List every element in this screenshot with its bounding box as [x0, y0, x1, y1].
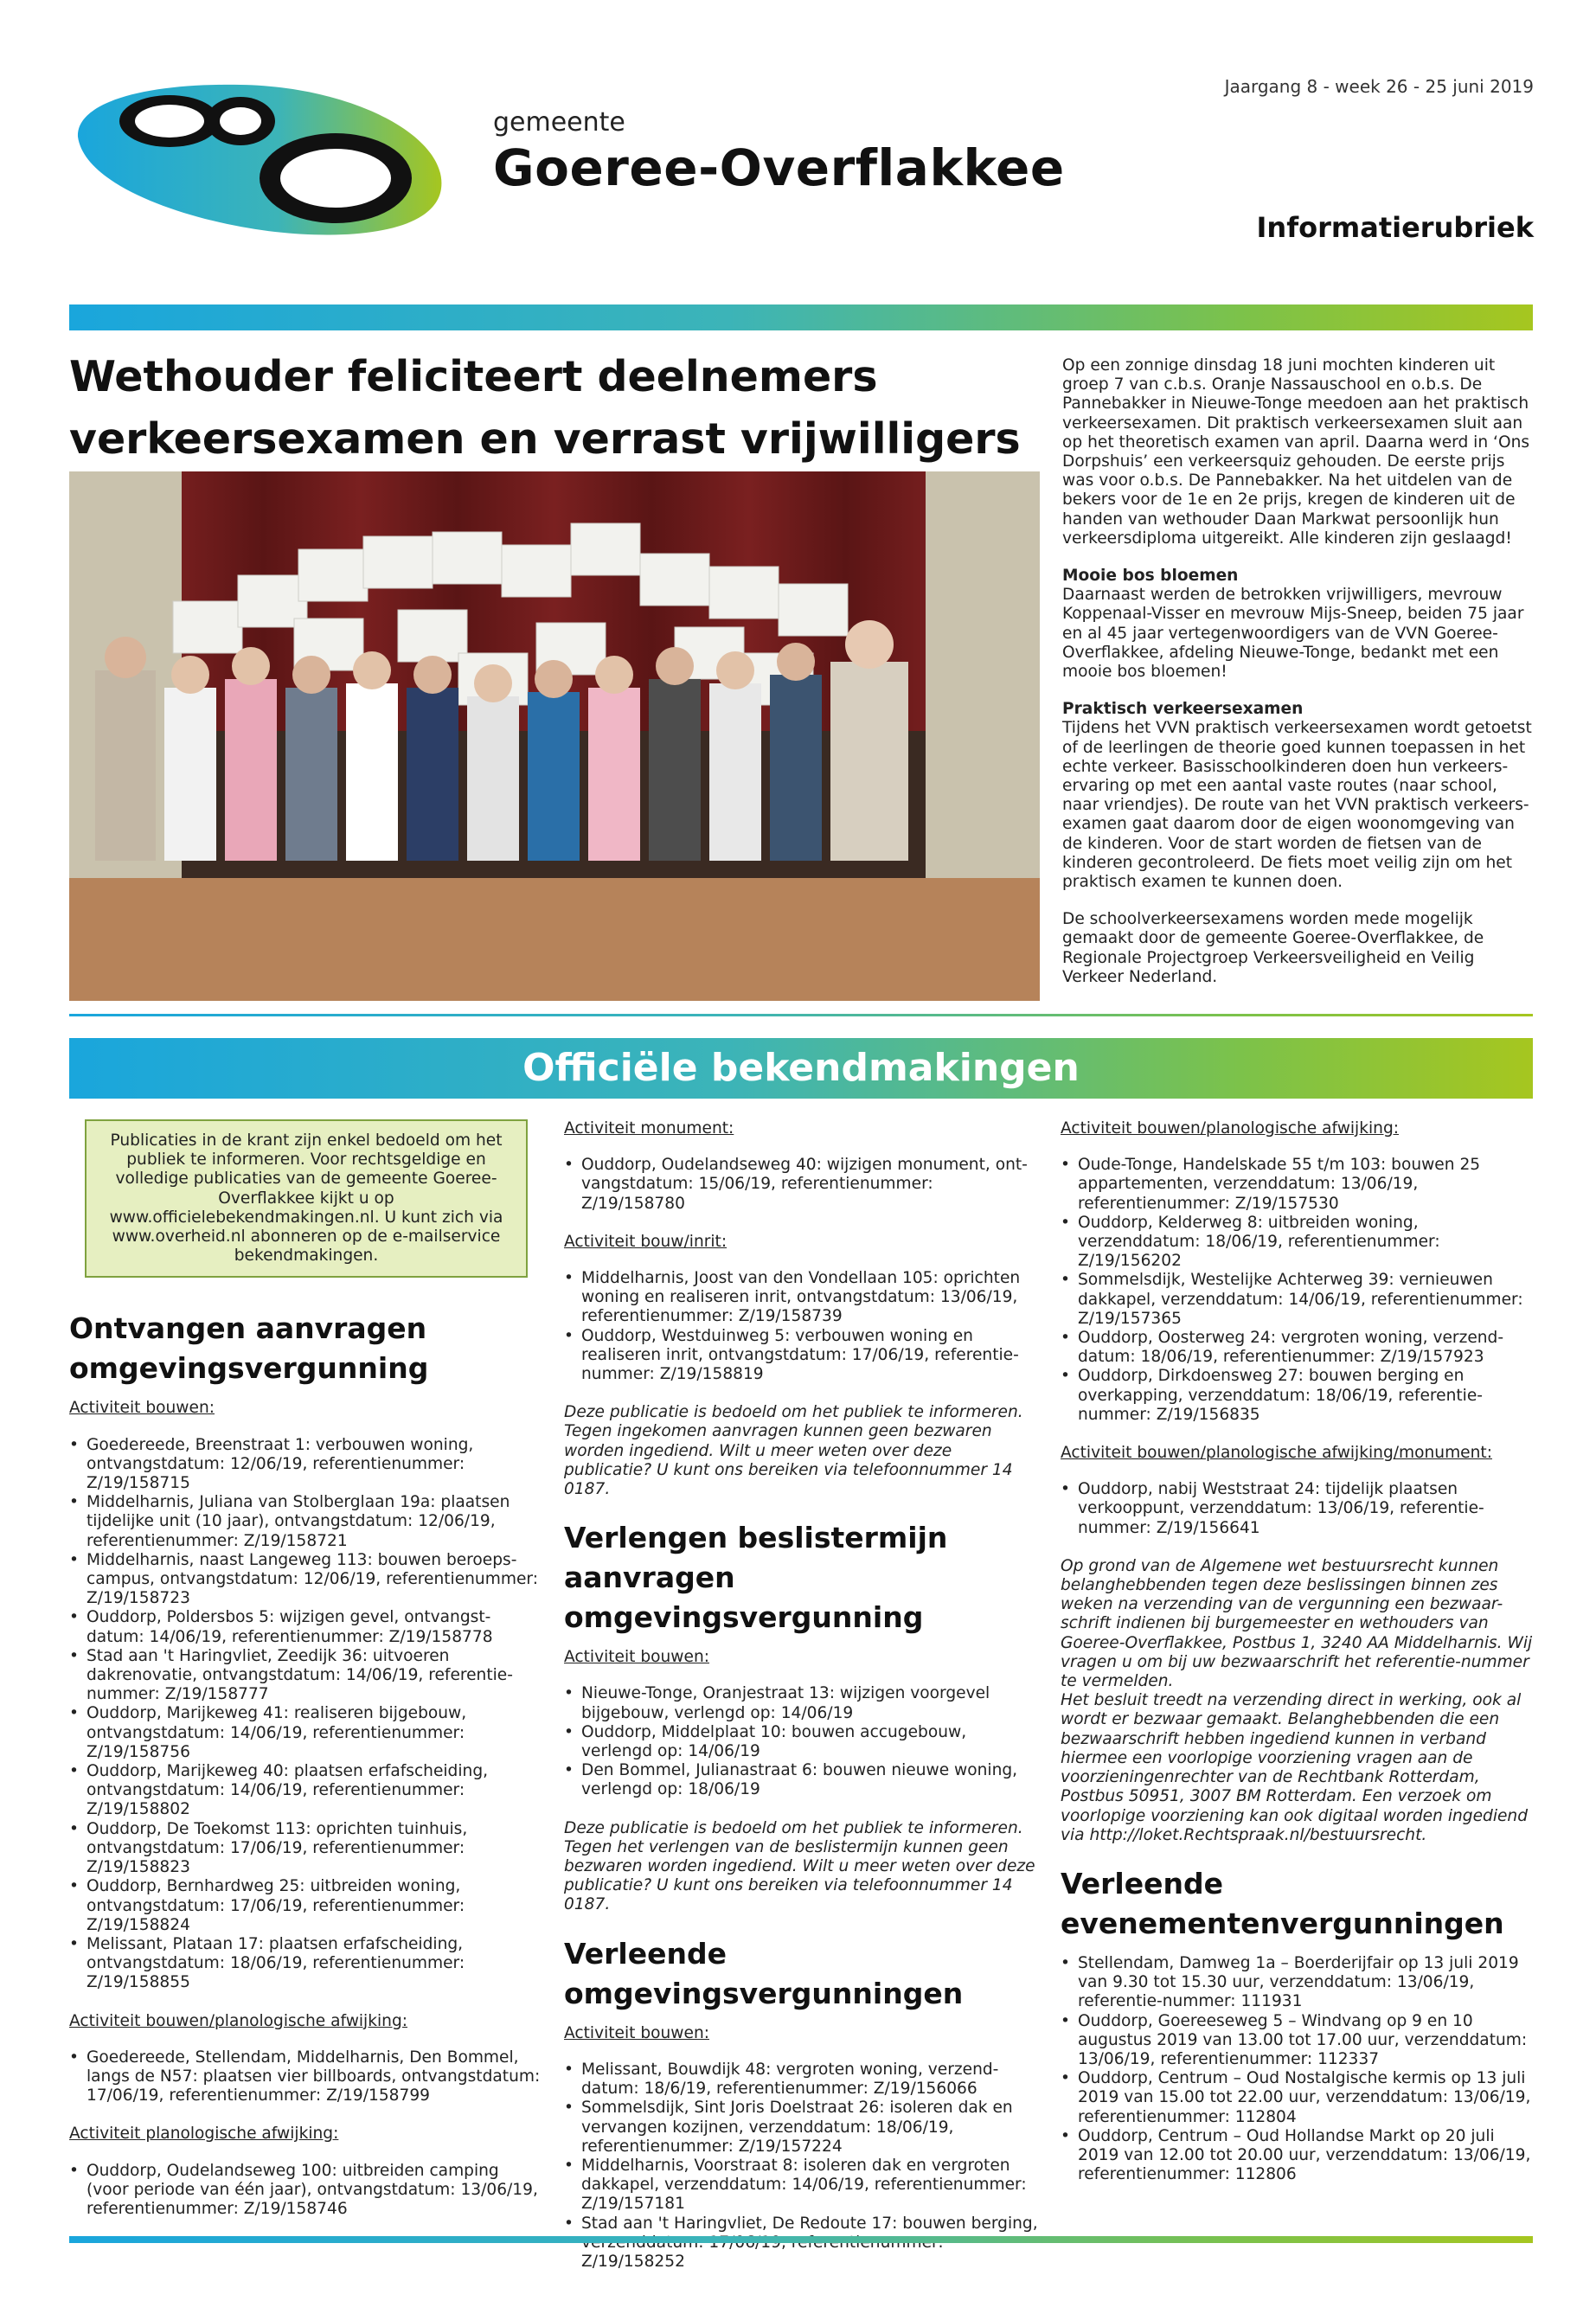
activity-label: Activiteit planologische afwijking: [69, 2125, 339, 2144]
list-item: • Middelharnis, Joost van den Vondellaan 105: oprichten woning en realiseren inrit, ontvangstdatum: 13/06/19, referentienummer: Z/19/158739 [564, 1269, 1038, 1327]
paragraph-flowers: Daarnaast werden de betrokken vrijwilligers, mevrouw Koppenaal-Visser en mevrouw Mijs-Sneep, beiden 75 jaar en al 45 jaar vertegenwoordigers van de VVN Goeree-Overflakkee, afdeling Nieuwe-Tonge, bedankt met een mooie bos bloemen! [1062, 586, 1524, 682]
paragraph-exam: Tijdens het VVN praktisch verkeersexamen wordt getoetst of de leerlingen de theorie goed kunnen toepassen in het echte verkeer. Basisschoolkinderen doen hun verkeers-ervaring op met een aantal vaste routes (naar school, naar vriendjes). De route van het VVN praktisch verkeers-examen gaat daarom door de eigen woonomgeving van de kinderen. Voor de start worden de fietsen van de kinderen gecontroleerd. De fiets moet veilig zijn om het praktisch examen te kunnen doen. [1062, 719, 1532, 892]
list-item: • Ouddorp, Dirkdoensweg 27: bouwen berging en overkapping, verzenddatum: 18/06/19, referentie-nummer: Z/19/156835 [1061, 1367, 1535, 1425]
publication-note: Deze publicatie is bedoeld om het publiek te informeren. Tegen ingekomen aanvragen kunnen geen bezwaren worden ingediend. Wilt u meer weten over deze publicatie? U kunt ons bereiken via telefoonnummer 14 0187. [564, 1403, 1023, 1499]
application-list [69, 2162, 543, 2220]
list-item: • Ouddorp, De Toekomst 113: oprichten tuinhuis, ontvangstdatum: 17/06/19, referentienummer: Z/19/158823 [69, 1820, 543, 1878]
list-item: • Melissant, Bouwdijk 48: vergroten woning, verzend-datum: 18/6/19, referentienummer: Z/19/156066 [564, 2061, 1038, 2099]
list-item: • Middelharnis, Voorstraat 8: isoleren dak en vergroten dakkapel, verzenddatum: 14/06/19, referentienummer: Z/19/157181 [564, 2157, 1038, 2214]
article-section-exam [1062, 700, 1536, 892]
list-item: • Middelharnis, naast Langeweg 113: bouwen beroeps-campus, ontvangstdatum: 12/06/19, referentienummer: Z/19/158723 [69, 1551, 543, 1609]
municipality-label: gemeente [493, 107, 625, 138]
objection-note: Op grond van de Algemene wet bestuursrecht kunnen belanghebbenden tegen deze beslissingen binnen zes weken na verzending van de vergunning een bezwaar-schrift indienen bij burgemeester en wethouders van Goeree-Overflakkee, Postbus 1, 3240 AA Middelharnis. Wij vragen u om bij uw bezwaarschrift het referentie-nummer te vermelden. [1061, 1556, 1533, 1691]
list-item: • Nieuwe-Tonge, Oranjestraat 13: wijzigen voorgevel bijgebouw, verlengd op: 14/06/19 [564, 1684, 1038, 1722]
list-item: • Ouddorp, nabij Weststraat 24: tijdelijk plaatsen verkooppunt, verzenddatum: 13/06/19, referentie-nummer: Z/19/156641 [1061, 1480, 1535, 1538]
section-title: Officiële bekendmakingen [522, 1046, 1080, 1090]
list-item: • Den Bommel, Julianastraat 6: bouwen nieuwe woning, verlengd op: 18/06/19 [564, 1761, 1038, 1799]
activity-label: Activiteit bouwen/planologische afwijking/monument: [1061, 1444, 1492, 1463]
application-list [69, 2048, 543, 2106]
article-intro: Op een zonnige dinsdag 18 juni mochten kinderen uit groep 7 van c.b.s. Oranje Nassauschool en o.b.s. De Pannebakker in Nieuwe-Tonge meedoen aan het praktisch verkeersexamen. Dit praktisch verkeersexamen sluit aan op het theoretisch examen van april. Daarna werd in ‘Ons Dorpshuis’ een verkeersquiz gehouden. De eerste prijs was voor o.b.s. De Pannebakker. Na het uitdelen van de bekers voor de 1e en 2e prijs, kregen de kinderen uit de handen van wethouder Daan Markwat persoonlijk hun verkeersdiploma uitgereikt. Alle kinderen zijn geslaagd! [1062, 356, 1530, 548]
application-list [69, 1436, 543, 1993]
footer-gradient-bar [69, 2236, 1533, 2243]
activity-label: Activiteit monument: [564, 1119, 734, 1138]
permit-list [1061, 1156, 1535, 1425]
heading-event-permits: Verleende evenementenvergunningen [1061, 1866, 1504, 1940]
headline-line-1: Wethouder feliciteert deelnemers [69, 352, 878, 401]
gemeente-logo [67, 76, 448, 240]
list-item: • Ouddorp, Westduinweg 5: verbouwen woning en realiseren inrit, ontvangstdatum: 17/06/19, referentie-nummer: Z/19/158819 [564, 1327, 1038, 1385]
notices-column-3 [1061, 1119, 1535, 2203]
municipality-name: Goeree-Overflakkee [493, 138, 1065, 197]
article-body [1062, 356, 1536, 1005]
article-closing: De schoolverkeersexamens worden mede mogelijk gemaakt door de gemeente Goeree-Overflakkee, de Regionale Projectgroep Verkeersveiligheid en Veilig Verkeer Nederland. [1062, 910, 1484, 986]
list-item: • Ouddorp, Marijkeweg 41: realiseren bijgebouw, ontvangstdatum: 14/06/19, referentienummer: Z/19/158756 [69, 1704, 543, 1762]
application-list [564, 1684, 1038, 1799]
headline-line-2: verkeersexamen en verrast vrijwilligers [69, 414, 1021, 464]
publication-notice-box: Publicaties in de krant zijn enkel bedoeld om het publiek te informeren. Voor rechtsgeldige en volledige publicaties van de gemeente Goeree-Overflakkee kijkt u op www.officielebekendmakingen.nl. U kunt zich via www.overheid.nl abonneren op de e-mailservice bekendmakingen. [85, 1119, 528, 1278]
header-gradient-bar [69, 304, 1533, 330]
publication-note: Deze publicatie is bedoeld om het publiek te informeren. Tegen het verlengen van de beslistermijn kunnen geen bezwaren worden ingediend. Wilt u meer weten over deze publicatie? U kunt ons bereiken via telefoonnummer 14 0187. [564, 1818, 1035, 1914]
subheading-exam: Praktisch verkeersexamen [1062, 700, 1304, 719]
list-item: • Ouddorp, Oudelandseweg 40: wijzigen monument, ont-vangstdatum: 15/06/19, referentienummer: Z/19/158780 [564, 1156, 1038, 1214]
activity-label: Activiteit bouw/inrit: [564, 1232, 727, 1251]
list-item: • Stad aan 't Haringvliet, Zeedijk 36: uitvoeren dakrenovatie, ontvangstdatum: 14/06/19, referentie-nummer: Z/19/158777 [69, 1647, 543, 1705]
list-item: • Ouddorp, Marijkeweg 40: plaatsen erfafscheiding, ontvangstdatum: 14/06/19, referentienummer: Z/19/158802 [69, 1762, 543, 1820]
activity-label: Activiteit bouwen/planologische afwijking: [69, 2011, 408, 2030]
heading-granted-permits: Verleende omgevingsvergunningen [564, 1936, 964, 2010]
list-item: • Sommelsdijk, Westelijke Achterweg 39: vernieuwen dakkapel, verzenddatum: 14/06/19, referentienummer: Z/19/157365 [1061, 1271, 1535, 1329]
activity-label: Activiteit bouwen: [564, 1648, 709, 1667]
list-item: • Ouddorp, Middelplaat 10: bouwen accugebouw, verlengd op: 14/06/19 [564, 1723, 1038, 1761]
provisional-relief-note: Het besluit treedt na verzending direct in werking, ook al wordt er bezwaar gemaakt. Belanghebbenden die een bezwaarschrift hebben ingediend kunnen in verband hiermee een voorlopige voorziening vragen aan de voorzieningenrechter van de Rechtbank Rotterdam, Postbus 50951, 3007 BM Rotterdam. Een verzoek om voorlopige voorziening kan ook digitaal worden ingediend via http://loket.Rechtspraak.nl/bestuursrecht. [1061, 1691, 1529, 1844]
list-item: • Middelharnis, Juliana van Stolberglaan 19a: plaatsen tijdelijke unit (10 jaar), ontvangstdatum: 12/06/19, referentienummer: Z/19/158721 [69, 1493, 543, 1551]
list-item: • Goedereede, Stellendam, Middelharnis, Den Bommel, langs de N57: plaatsen vier billboards, ontvangstdatum: 17/06/19, referentienummer: Z/19/158799 [69, 2048, 543, 2106]
notices-column-1 [69, 1119, 543, 2238]
list-item: • Ouddorp, Goereeseweg 5 – Windvang op 9 en 10 augustus 2019 van 13.00 tot 17.00 uur, verzenddatum: 13/06/19, referentienummer: 112337 [1061, 2012, 1535, 2070]
list-item: • Ouddorp, Bernhardweg 25: uitbreiden woning, ontvangstdatum: 17/06/19, referentienummer: Z/19/158824 [69, 1877, 543, 1935]
list-item: • Stad aan 't Haringvliet, De Redoute 17: bouwen berging, Z/19/158252 [564, 2214, 1038, 2272]
article-divider [69, 1014, 1533, 1016]
list-item: • Ouddorp, Oudelandseweg 100: uitbreiden camping (voor periode van één jaar), ontvangstdatum: 13/06/19, referentienummer: Z/19/158746 [69, 2162, 543, 2220]
list-item: • Goedereede, Breenstraat 1: verbouwen woning, ontvangstdatum: 12/06/19, referentienummer: Z/19/158715 [69, 1436, 543, 1494]
article-photo [69, 471, 1040, 1001]
list-item: • Ouddorp, Kelderweg 8: uitbreiden woning, verzenddatum: 18/06/19, referentienummer: Z/19/156202 [1061, 1214, 1535, 1272]
activity-label: Activiteit bouwen: [69, 1399, 215, 1418]
application-list [564, 1156, 1038, 1214]
heading-received-applications: Ontvangen aanvragen omgevingsvergunning [69, 1311, 429, 1386]
notices-column-2 [564, 1119, 1038, 2291]
rubric-title: Informatierubriek [1256, 211, 1534, 244]
issue-dateline: Jaargang 8 - week 26 - 25 juni 2019 [1224, 76, 1534, 97]
activity-label: Activiteit bouwen: [564, 2023, 709, 2042]
article-section-flowers [1062, 567, 1536, 682]
list-item: • Ouddorp, Centrum – Oud Nostalgische kermis op 13 juli 2019 van 15.00 tot 22.00 uur, verzenddatum: 13/06/19, referentienummer: 112804 [1061, 2069, 1535, 2127]
list-item: • Ouddorp, Poldersbos 5: wijzigen gevel, ontvangst-datum: 14/06/19, referentienummer: Z/19/158778 [69, 1608, 543, 1646]
list-item: • Melissant, Plataan 17: plaatsen erfafscheiding, ontvangstdatum: 18/06/19, referentienummer: Z/19/158855 [69, 1935, 543, 1993]
list-item: • Oude-Tonge, Handelskade 55 t/m 103: bouwen 25 appartementen, verzenddatum: 13/06/19, referentienummer: Z/19/157530 [1061, 1156, 1535, 1214]
heading-extended-deadline: Verlengen beslistermijn aanvragen omgevingsvergunning [564, 1521, 948, 1635]
list-item: • Stellendam, Damweg 1a – Boerderijfair op 13 juli 2019 van 9.30 tot 15.30 uur, verzenddatum: 13/06/19, referentie-nummer: 111931 [1061, 1954, 1535, 2012]
activity-label: Activiteit bouwen/planologische afwijking: [1061, 1119, 1400, 1138]
list-item: • Ouddorp, Oosterweg 24: vergroten woning, verzend-datum: 18/06/19, referentienummer: Z/19/157923 [1061, 1329, 1535, 1367]
application-list [564, 1269, 1038, 1384]
list-item: • Ouddorp, Centrum – Oud Hollandse Markt op 20 juli 2019 van 12.00 tot 20.00 uur, verzenddatum: 13/06/19, referentienummer: 112806 [1061, 2127, 1535, 2185]
permit-list [1061, 1480, 1535, 1538]
subheading-flowers: Mooie bos bloemen [1062, 567, 1239, 586]
list-item: • Sommelsdijk, Sint Joris Doelstraat 26: isoleren dak en vervangen kozijnen, verzenddatum: 18/06/19, referentienummer: Z/19/157224 [564, 2099, 1038, 2157]
event-permit-list [1061, 1954, 1535, 2184]
